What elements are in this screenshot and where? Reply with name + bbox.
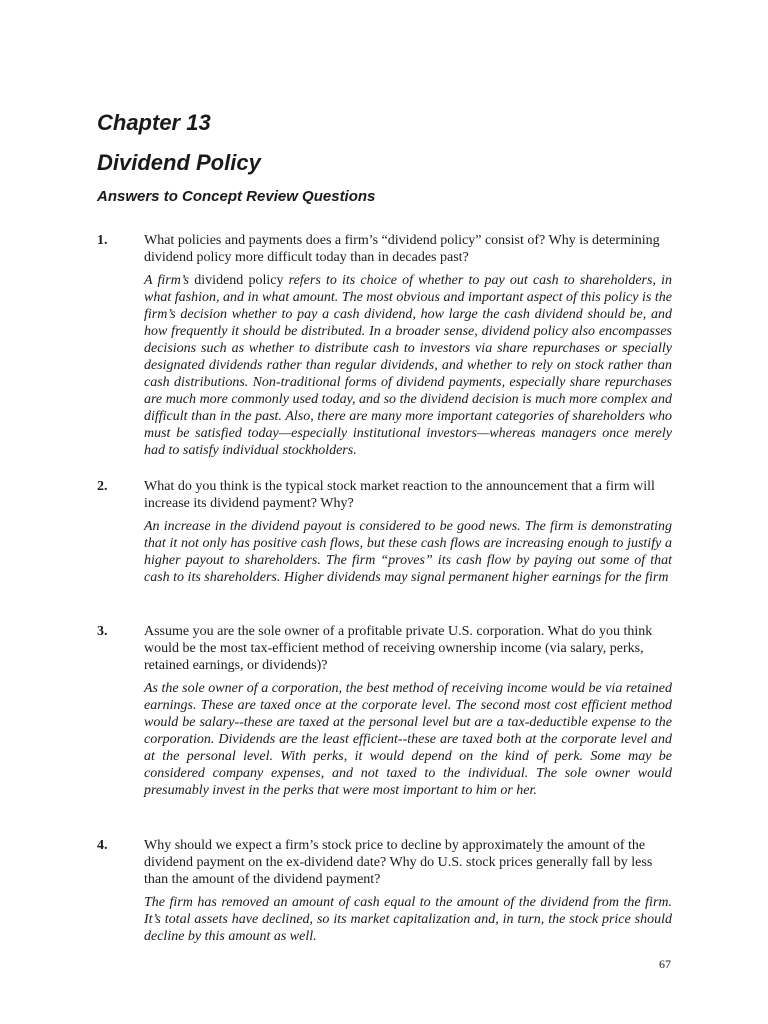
question-4 (97, 837, 677, 945)
answer-text: The firm has removed an amount of cash equal to the amount of the dividend from the firm. It’s total assets have declined, so its market capitalization and, in turn, the stock price should decline by this amount as well. (144, 895, 672, 944)
question-text: Why should we expect a firm’s stock price to decline by approximately the amount of the dividend payment on the ex-dividend date? Why do U.S. stock prices generally fall by less than the amount of the dividend payment? (144, 838, 653, 887)
answer-text: An increase in the dividend payout is considered to be good news. The firm is demonstrating that it not only has positive cash flows, but these cash flows are increasing enough to justify a higher payout to shareholders. The firm “proves” its cash flow by paying out some of that cash to its shareholders. Higher dividends may signal permanent higher earnings for the firm (144, 519, 672, 585)
section-title: Answers to Concept Review Questions (97, 188, 376, 205)
question-number: 4. (97, 838, 108, 853)
answer-text (144, 272, 672, 459)
chapter-subtitle: Dividend Policy (97, 150, 261, 175)
answer-text: As the sole owner of a corporation, the best method of receiving income would be via retained earnings. These are taxed once at the corporate level. The second most cost efficient method would be salary--these are taxed at the personal level but are a tax-deductible expense to the corporation. Dividends are the least efficient--these are taxed both at the corporate level and at the personal level. With perks, it would depend on the kind of perk. Some may be considered company expenses, and not taxed to the individual. The sole owner would presumably invest in the perks that were most important to him or her. (144, 681, 672, 798)
question-text: Assume you are the sole owner of a profitable private U.S. corporation. What do you think would be the most tax-efficient method of receiving ownership income (via salary, perks, retained earnings, or dividends)? (144, 624, 653, 673)
question-number: 3. (97, 624, 108, 639)
question-2 (97, 478, 677, 586)
question-1 (97, 232, 677, 459)
question-3 (97, 623, 677, 799)
question-number: 1. (97, 233, 108, 248)
answer-prefix: A firm’s (144, 273, 195, 288)
question-text: What policies and payments does a firm’s “dividend policy” consist of? Why is determining dividend policy more difficult today than in decades past? (144, 233, 660, 265)
page-number: 67 (659, 957, 671, 971)
question-number: 2. (97, 479, 108, 494)
chapter-title: Chapter 13 (97, 110, 211, 135)
question-text: What do you think is the typical stock market reaction to the announcement that a firm will increase its dividend payment? Why? (144, 479, 655, 511)
answer-term: dividend policy (194, 273, 284, 288)
answer-body: refers to its choice of whether to pay out cash to shareholders, in what fashion, and in what amount. The most obvious and important aspect of this policy is the firm’s decision whether to pay a cash dividend, how large the cash dividend should be, and how frequently it should be distributed. In a broader sense, dividend policy also encompasses decisions such as whether to distribute cash to investors via share repurchases or specially designated dividends rather than regular dividends, and whether to rely on stock rather than cash distributions. Non-traditional forms of dividend payments, especially share repurchases are much more commonly used today, and so the dividend decision is much more complex and difficult than in the past. Also, there are many more important categories of shareholders who must be satisfied today—especially institutional investors—whereas managers once merely had to satisfy individual stockholders. (144, 273, 672, 458)
